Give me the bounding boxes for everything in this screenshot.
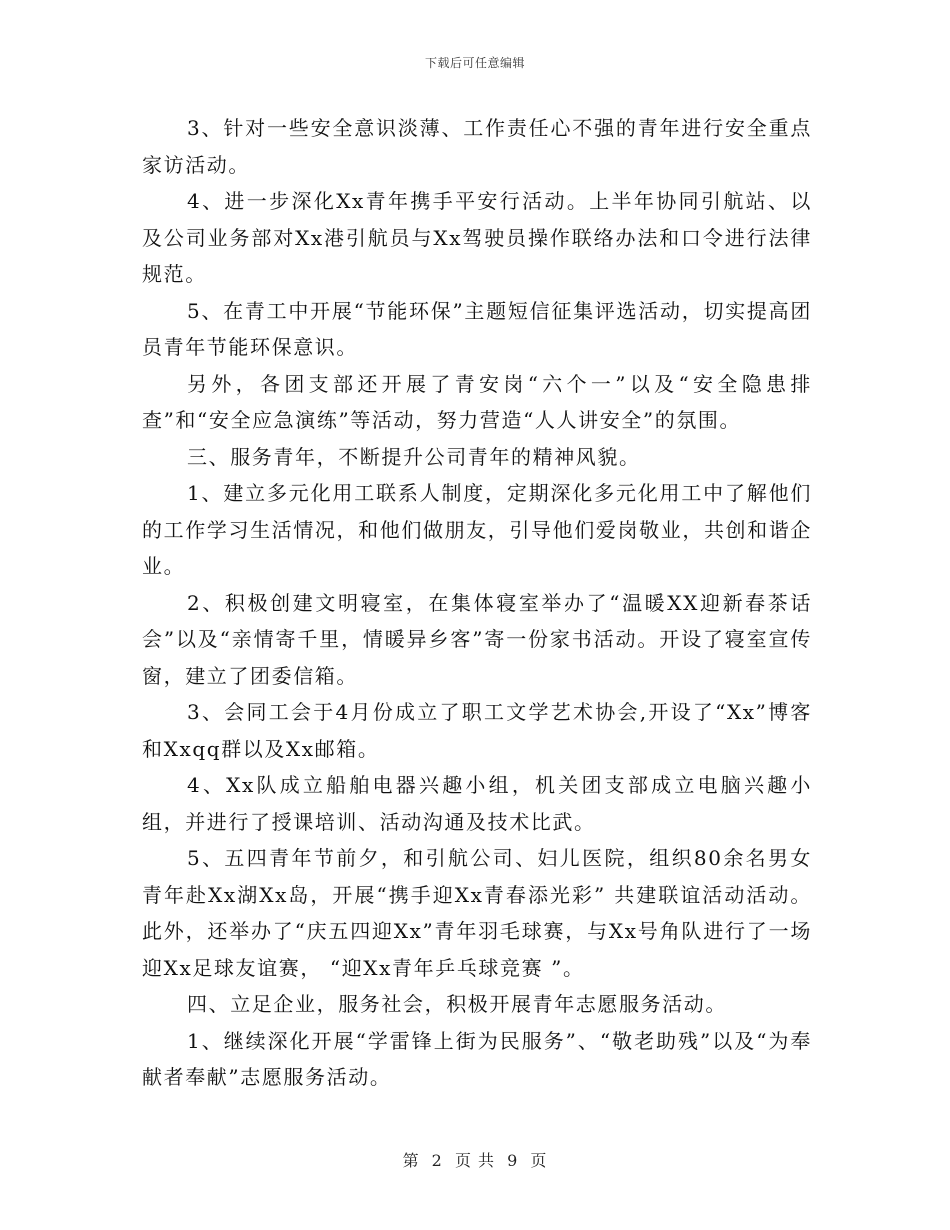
section-heading: 三、服务青年，不断提升公司青年的精神风貌。	[187, 444, 641, 469]
current-page-number: 2	[431, 1151, 443, 1170]
paragraph: 5、在青工中开展“节能环保”主题短信征集评选活动，切实提高团员青年节能环保意识。	[142, 298, 812, 359]
document-body	[142, 110, 812, 1096]
section-heading: 四、立足企业，服务社会，积极开展青年志愿服务活动。	[187, 992, 727, 1016]
paragraph: 3、针对一些安全意识淡薄、工作责任心不强的青年进行安全重点家访活动。	[142, 116, 812, 177]
paragraph: 1、建立多元化用工联系人制度，定期深化多元化用工中了解他们的工作学习生活情况，和他们做朋友，引导他们爱岗敬业，共创和谐企业。	[142, 481, 812, 578]
footer-suffix: 页	[530, 1151, 548, 1170]
paragraph: 2、积极创建文明寝室，在集体寝室举办了“温暖XX迎新春茶话会”以及“亲情寄千里，情暖异乡客”寄一份家书活动。开设了寝室宣传窗，建立了团委信箱。	[142, 590, 812, 688]
page-footer	[0, 1148, 950, 1171]
paragraph: 4、Xx队成立船舶电器兴趣小组，机关团支部成立电脑兴趣小组，并进行了授课培训、活动沟通及技术比武。	[142, 773, 812, 834]
page-header: 下载后可任意编辑	[424, 56, 525, 70]
total-page-count: 9	[507, 1151, 519, 1170]
footer-middle: 页 共	[454, 1151, 496, 1170]
paragraph: 5、五四青年节前夕，和引航公司、妇儿医院，组织80余名男女青年赴Xx湖Xx岛，开展“携手迎Xx青春添光彩” 共建联谊活动活动。此外，还举办了“庆五四迎Xx”青年羽毛球赛，与Xx号角队进行了一场迎Xx足球友谊赛， “迎Xx青年乒乓球竞赛 ”。	[142, 846, 812, 980]
paragraph: 1、继续深化开展“学雷锋上街为民服务”、“敬老助残”以及“为奉献者奉献”志愿服务活动。	[142, 1028, 812, 1089]
paragraph: 4、进一步深化Xx青年携手平安行活动。上半年协同引航站、以及公司业务部对Xx港引航员与Xx驾驶员操作联络办法和口令进行法律规范。	[142, 189, 812, 286]
paragraph: 另外，各团支部还开展了青安岗“六个一”以及“安全隐患排查”和“安全应急演练”等活动，努力营造“人人讲安全”的氛围。	[142, 371, 812, 432]
paragraph: 3、会同工会于4月份成立了职工文学艺术协会,开设了“Xx”博客和Xxqq群以及Xx邮箱。	[142, 700, 812, 761]
footer-prefix: 第	[402, 1151, 420, 1170]
